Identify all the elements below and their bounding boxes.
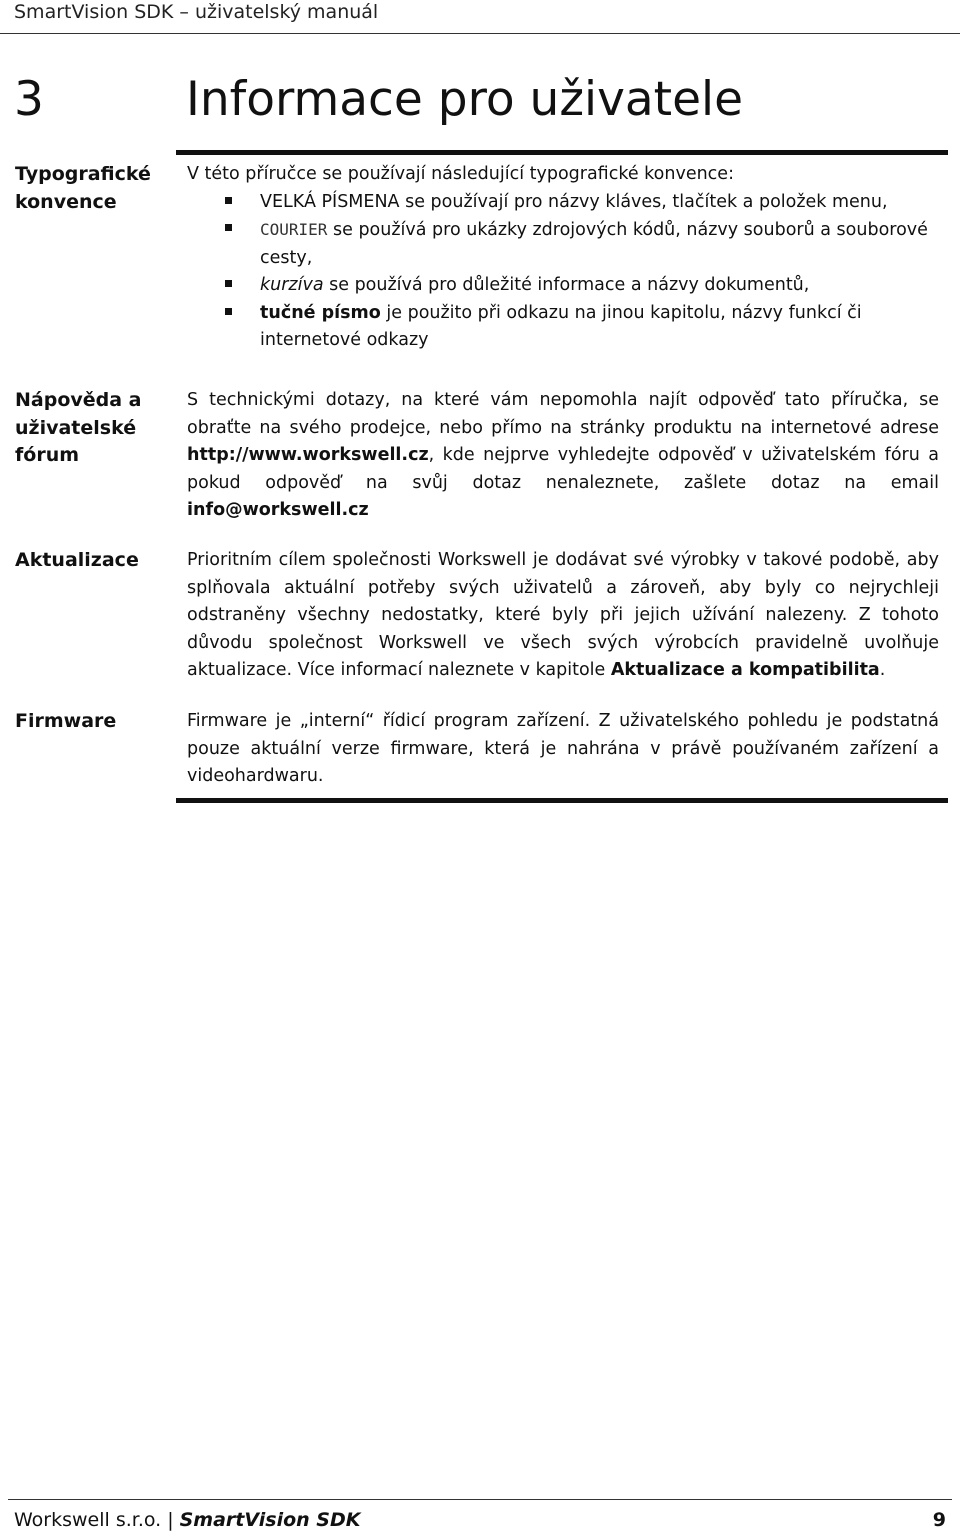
- typography-intro: V této příručce se používají následující typografické konvence:: [187, 164, 734, 184]
- chapter-title: Informace pro uživatele: [186, 72, 744, 127]
- section-bottom-rule: [176, 798, 948, 803]
- footer-company: Workswell s.r.o.: [14, 1509, 162, 1531]
- firmware-label: Firmware: [15, 710, 117, 732]
- header-divider: [0, 33, 960, 34]
- updates-paragraph: Prioritním cílem společnosti Workswell je dodávat své výrobky v takové podobě, aby splňovala aktuální potřeby svých uživatelů a zároveň, aby byly co nejrychleji odstraněny všechny nedostatky, které byly při jejich užívání nalezeny. Z tohoto důvodu společnost Workswell ve všech svých výrobcích pravidelně uvolňuje aktualizace. Více informací naleznete v kapitole Aktualizace a kompatibilita.: [187, 550, 939, 680]
- section-top-rule: [176, 150, 948, 155]
- list-item: tučné písmo je použito při odkazu na jinou kapitolu, názvy funkcí či internetové odkazy: [187, 300, 939, 355]
- list-item: kurzíva se používá pro důležité informace a názvy dokumentů,: [187, 272, 939, 300]
- compatibility-chapter-link[interactable]: Aktualizace a kompatibilita: [610, 660, 880, 680]
- email-link[interactable]: info@workswell.cz: [187, 500, 369, 520]
- footer-separator: |: [167, 1509, 174, 1531]
- page-number: 9: [932, 1509, 946, 1531]
- updates-label: Aktualizace: [15, 549, 139, 571]
- footer-product: SmartVision SDK: [179, 1509, 361, 1531]
- page-footer: [14, 1506, 946, 1534]
- firmware-paragraph: Firmware je „interní“ řídicí program zařízení. Z uživatelského pohledu je podstatná pouze aktuální verze firmware, která je nahrána v právě používaném zařízení a videohardwaru.: [187, 711, 939, 786]
- typography-bullet-list: [187, 189, 939, 355]
- footer-divider: [8, 1499, 952, 1500]
- help-forum-label: Nápověda a uživatelské fórum: [15, 389, 142, 466]
- list-item: COURIER se používá pro ukázky zdrojových kódů, názvy souborů a souborové cesty,: [187, 216, 939, 272]
- page-header-title: SmartVision SDK – uživatelský manuál: [14, 1, 379, 23]
- square-bullet-icon: [225, 308, 232, 315]
- website-link[interactable]: http://www.workswell.cz: [187, 445, 429, 465]
- square-bullet-icon: [225, 224, 232, 231]
- help-forum-paragraph: S technickými dotazy, na které vám nepomohla najít odpověď tato příručka, se obraťte na svého prodejce, nebo přímo na stránky produktu na internetové adrese http://www.workswell.cz, kde nejprve vyhledejte odpověď v uživatelském fóru a pokud odpověď na svůj dotaz nenaleznete, zašlete dotaz na email info@workswell.cz: [187, 390, 939, 520]
- chapter-number: 3: [14, 72, 44, 127]
- list-item: VELKÁ PÍSMENA se používají pro názvy kláves, tlačítek a položek menu,: [187, 189, 939, 217]
- square-bullet-icon: [225, 197, 232, 204]
- typography-section: [187, 161, 939, 355]
- square-bullet-icon: [225, 280, 232, 287]
- typography-label: Typografické konvence: [15, 163, 151, 213]
